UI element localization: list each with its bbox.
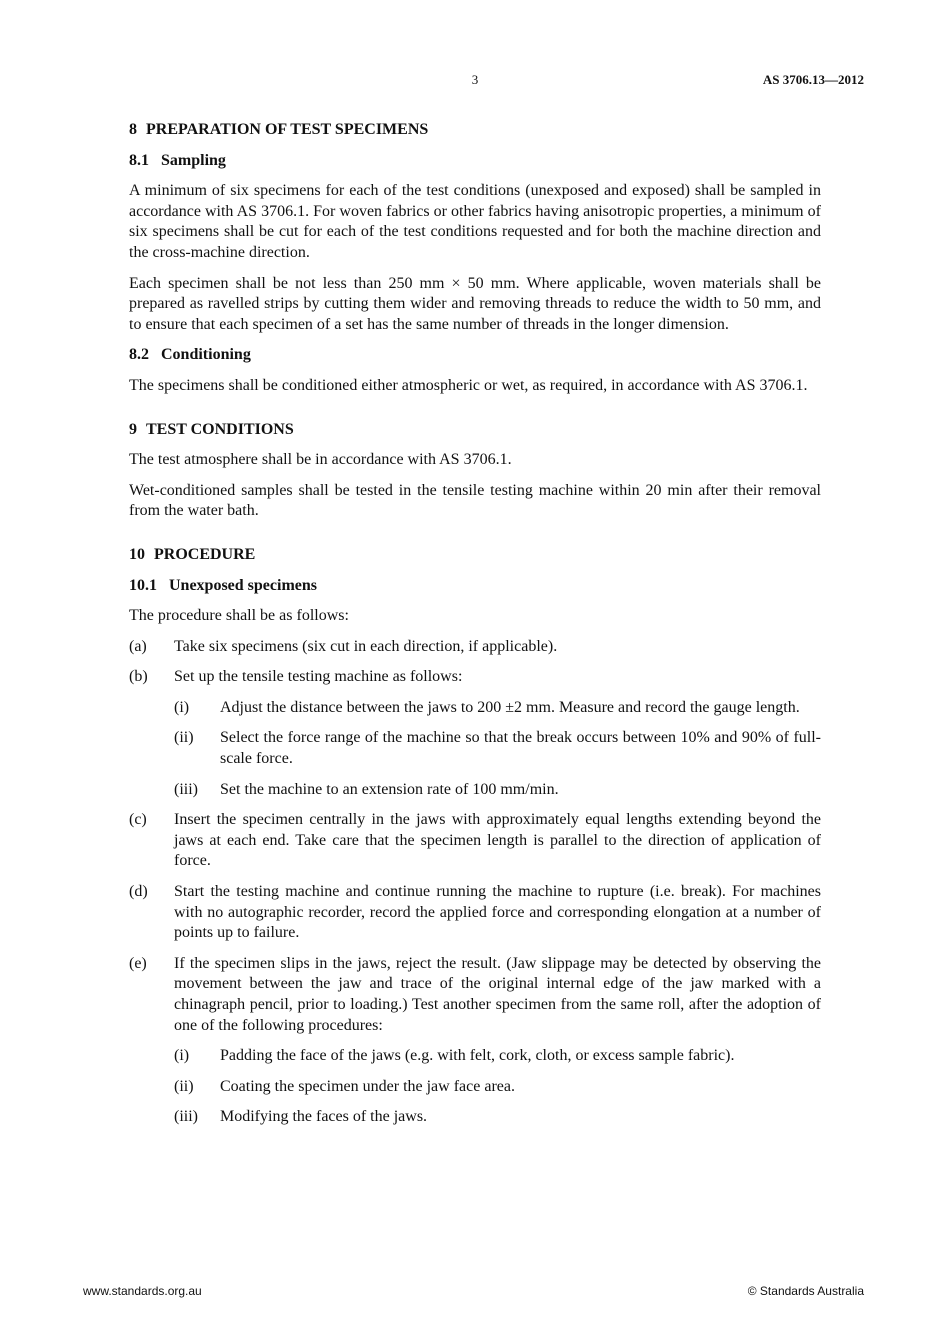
sub-list-item xyxy=(174,780,821,801)
list-item xyxy=(129,954,821,1036)
section-number: 10 xyxy=(129,545,145,563)
list-label: (e) xyxy=(129,954,147,972)
list-item xyxy=(129,637,821,658)
subsection-title: Unexposed specimens xyxy=(169,576,318,594)
subsection-title: Conditioning xyxy=(161,346,251,364)
section-number: 8 xyxy=(129,121,137,138)
list-text: Set up the tensile testing machine as follows: xyxy=(174,668,463,686)
list-label: (a) xyxy=(129,637,147,655)
list-text: If the specimen slips in the jaws, reject the result. (Jaw slippage may be detected by observing the movement between the jaw and trace of the original internal edge of the jaw marked with a chinagraph pencil, prior to loading.) Test another specimen from the same roll, after the adoption of one of the following procedures: xyxy=(174,954,821,1034)
list-label: (b) xyxy=(129,668,148,686)
sub-list-label: (ii) xyxy=(174,729,194,747)
sub-list-text: Modifying the faces of the jaws. xyxy=(220,1108,428,1126)
test-conditions-paragraph-2: Wet-conditioned samples shall be tested in the tensile testing machine within 20 min after their removal from the water bath. xyxy=(129,481,821,520)
subsection-number: 8.1 xyxy=(129,151,149,169)
conditioning-paragraph: The specimens shall be conditioned either atmospheric or wet, as required, in accordance with AS 3706.1. xyxy=(129,376,808,394)
sub-list-item xyxy=(174,1046,821,1067)
sub-list-item xyxy=(174,1107,821,1128)
list-item xyxy=(129,810,821,872)
page-number: 3 xyxy=(471,72,479,87)
document-body xyxy=(129,120,821,1138)
section-title: PREPARATION OF TEST SPECIMENS xyxy=(146,121,429,138)
sub-list-label: (iii) xyxy=(174,780,198,798)
list-label: (d) xyxy=(129,883,148,901)
sub-list-text: Coating the specimen under the jaw face area. xyxy=(220,1077,515,1095)
list-text: Start the testing machine and continue running the machine to rupture (i.e. break). For machines with no autographic recorder, record the applied force and corresponding elongation at a number of points up to failure. xyxy=(174,883,821,942)
footer-website[interactable]: www.standards.org.au xyxy=(83,1284,202,1298)
list-item xyxy=(129,882,821,944)
list-item xyxy=(129,667,821,688)
list-text: Take six specimens (six cut in each direction, if applicable). xyxy=(174,637,558,655)
sub-list-text: Adjust the distance between the jaws to 200 ±2 mm. Measure and record the gauge length. xyxy=(220,698,800,716)
standard-code: AS 3706.13—2012 xyxy=(762,72,864,87)
subsection-title: Sampling xyxy=(161,151,226,169)
section-10-heading xyxy=(129,545,821,566)
section-8-heading xyxy=(129,120,821,141)
sub-list-label: (ii) xyxy=(174,1077,194,1095)
section-8-1-heading xyxy=(129,151,821,172)
list-text: Insert the specimen centrally in the jaws with approximately equal lengths extending beyond the jaws at each end. Take care that the specimen length is parallel to the direction of application of force. xyxy=(174,811,821,870)
footer-copyright: © Standards Australia xyxy=(747,1284,864,1298)
sub-list-text: Set the machine to an extension rate of 100 mm/min. xyxy=(220,780,559,798)
list-label: (c) xyxy=(129,811,147,829)
sub-list-label: (i) xyxy=(174,1047,190,1065)
sub-list-item xyxy=(174,1077,821,1098)
section-9-heading xyxy=(129,420,821,441)
subsection-number: 8.2 xyxy=(129,346,149,364)
procedure-intro: The procedure shall be as follows: xyxy=(129,607,349,625)
sub-list-item xyxy=(174,728,821,769)
section-number: 9 xyxy=(129,420,137,438)
section-title: TEST CONDITIONS xyxy=(146,420,294,438)
subsection-number: 10.1 xyxy=(129,576,157,594)
section-8-2-heading xyxy=(129,345,821,366)
sampling-paragraph-1: A minimum of six specimens for each of the test conditions (unexposed and exposed) shall be sampled in accordance with AS 3706.1. For woven fabrics or other fabrics having anisotropic properties, a minimum of six specimens shall be cut for each of the test conditions requested and for both the machine direction and the cross-machine direction. xyxy=(129,182,821,261)
test-conditions-paragraph-1: The test atmosphere shall be in accordance with AS 3706.1. xyxy=(129,451,512,469)
sub-list-label: (iii) xyxy=(174,1108,198,1126)
sub-list-text: Padding the face of the jaws (e.g. with felt, cork, cloth, or excess sample fabric). xyxy=(220,1047,735,1065)
sub-list-label: (i) xyxy=(174,698,190,716)
sub-list-text: Select the force range of the machine so that the break occurs between 10% and 90% of full-scale force. xyxy=(220,729,821,768)
section-title: PROCEDURE xyxy=(154,545,256,563)
sub-list-item xyxy=(174,698,821,719)
section-10-1-heading xyxy=(129,576,821,597)
sampling-paragraph-2: Each specimen shall be not less than 250 mm × 50 mm. Where applicable, woven materials shall be prepared as ravelled strips by cutting them wider and removing threads to reduce the width to 50 mm, and to ensure that each specimen of a set has the same number of threads in the longer dimension. xyxy=(129,274,821,333)
